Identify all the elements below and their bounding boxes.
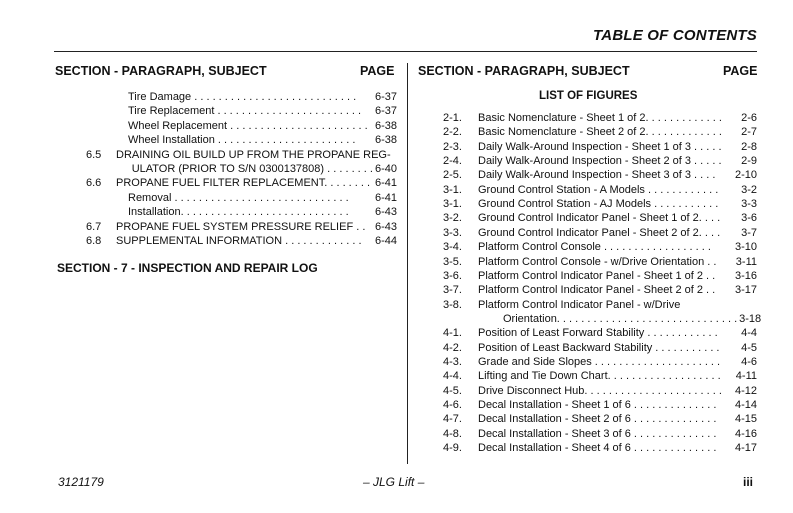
entry-number: 2-3.	[443, 140, 462, 153]
entry-title: Daily Walk-Around Inspection - Sheet 2 of 3 . . . . .	[478, 155, 722, 168]
entry-number: 3-1.	[443, 198, 462, 211]
entry-title: Ground Control Indicator Panel - Sheet 1 of 2. . . .	[478, 212, 721, 225]
entry-title: Ground Control Indicator Panel - Sheet 2 of 2. . . .	[478, 226, 721, 239]
figure-entry	[443, 183, 757, 197]
entry-title: Decal Installation - Sheet 3 of 6 . . . . . . . . . . . . . .	[478, 427, 717, 440]
entry-title: Ground Control Station - A Models . . . . . . . . . . . .	[478, 183, 719, 196]
entry-number: 4-9.	[443, 442, 462, 455]
entry-number: 3-2.	[443, 212, 462, 225]
entry-page: 4-5	[741, 341, 757, 354]
toc-entry	[86, 191, 397, 205]
entry-number: 2-5.	[443, 169, 462, 182]
entry-page: 6-37	[374, 105, 397, 118]
figure-entry	[443, 226, 757, 240]
entry-title: Ground Control Station - AJ Models . . . . . . . . . . .	[478, 198, 719, 211]
entry-title: Tire Replacement . . . . . . . . . . . . . . . . . . . . . . . .	[128, 105, 362, 118]
entry-number: 4-7.	[443, 413, 462, 426]
entry-number: 2-2.	[443, 126, 462, 139]
entry-page: 4-17	[734, 442, 757, 455]
entry-number: 4-2.	[443, 341, 462, 354]
figure-entry	[443, 326, 757, 340]
entry-page: 3-3	[741, 198, 757, 211]
entry-page: 2-9	[741, 155, 757, 168]
figure-entry	[443, 441, 757, 455]
figure-entry	[443, 154, 757, 168]
entry-number: 3-3.	[443, 226, 462, 239]
entry-page: 6-43	[374, 220, 397, 233]
entry-page: 3-6	[741, 212, 757, 225]
toc-entry	[86, 90, 397, 104]
entry-page: 3-16	[734, 269, 757, 282]
entry-number: 3-1.	[443, 183, 462, 196]
entry-page: 3-18	[739, 312, 762, 325]
entry-number: 2-1.	[443, 112, 462, 124]
figure-entry	[443, 168, 757, 182]
entry-page: 6-38	[374, 134, 397, 147]
toc-entry	[86, 205, 397, 219]
entry-page: 4-15	[734, 413, 757, 426]
entry-page: 6-38	[374, 119, 397, 132]
list-of-figures-title: LIST OF FIGURES	[539, 90, 638, 102]
figure-entry	[443, 427, 757, 441]
toc-entry	[86, 104, 397, 118]
entry-title: Platform Control Indicator Panel - Sheet 2 of 2 . .	[478, 284, 716, 297]
entry-title: Wheel Installation . . . . . . . . . . . . . . . . . . . . . . .	[128, 134, 356, 147]
entry-title: Decal Installation - Sheet 2 of 6 . . . . . . . . . . . . . .	[478, 413, 717, 426]
entry-page: 4-4	[741, 327, 757, 340]
entry-page: 6-43	[374, 206, 397, 219]
entry-page: 2-8	[741, 140, 757, 153]
entry-page: 2-10	[734, 169, 757, 182]
figure-entry	[443, 312, 762, 326]
entry-page: 4-12	[734, 384, 757, 397]
entry-number: 4-3.	[443, 355, 462, 368]
entry-number: 6.7	[86, 220, 102, 233]
entry-page: 6-41	[374, 177, 397, 190]
entry-page: 3-2	[741, 183, 757, 196]
entry-title: Tire Damage . . . . . . . . . . . . . . . . . . . . . . . . . . .	[128, 91, 357, 103]
figure-entry	[443, 384, 757, 398]
figure-entry	[443, 255, 757, 269]
entry-number: 4-5.	[443, 384, 462, 397]
entry-title: DRAINING OIL BUILD UP FROM THE PROPANE REG-	[116, 148, 391, 161]
entry-number: 3-8.	[443, 298, 462, 311]
toc-entry	[86, 133, 397, 147]
entry-number: 4-4.	[443, 370, 462, 383]
figure-entry	[443, 140, 757, 154]
toc-entry	[86, 148, 397, 162]
entry-title: PROPANE FUEL FILTER REPLACEMENT. . . . . . . .	[116, 177, 371, 190]
entry-number: 6.8	[86, 235, 102, 247]
entry-page: 3-17	[734, 284, 757, 297]
entry-title: Platform Control Indicator Panel - w/Drive	[478, 298, 681, 311]
entry-page: 4-16	[734, 427, 757, 440]
entry-title: PROPANE FUEL SYSTEM PRESSURE RELIEF . .	[116, 220, 366, 233]
entry-page: 6-44	[374, 235, 397, 247]
entry-title: Basic Nomenclature - Sheet 2 of 2. . . . . . . . . . . . .	[478, 126, 722, 139]
entry-page: 4-14	[734, 399, 757, 411]
entry-page: 2-7	[741, 126, 757, 139]
entry-number: 4-1.	[443, 327, 462, 340]
left-section-heading: SECTION - PARAGRAPH, SUBJECT	[55, 64, 267, 78]
entry-title: Installation. . . . . . . . . . . . . . . . . . . . . . . . . . . .	[128, 206, 349, 219]
entry-title: Basic Nomenclature - Sheet 1 of 2. . . . . . . . . . . . .	[478, 112, 722, 124]
entry-title: Daily Walk-Around Inspection - Sheet 1 of 3 . . . . .	[478, 140, 722, 153]
toc-entry	[86, 220, 397, 234]
entry-number: 2-4.	[443, 155, 462, 168]
entry-number: 6.6	[86, 177, 102, 190]
figure-entry	[443, 341, 757, 355]
right-page-heading: PAGE	[723, 64, 758, 78]
entry-page: 4-11	[735, 370, 757, 383]
entry-number: 3-6.	[443, 269, 462, 282]
figure-entry	[443, 283, 757, 297]
figure-entry	[443, 355, 757, 369]
entry-number: 6.5	[86, 148, 102, 161]
entry-title: Lifting and Tie Down Chart. . . . . . . . . . . . . . . . . . .	[478, 370, 721, 383]
figure-entry	[443, 211, 757, 225]
entry-title: Daily Walk-Around Inspection - Sheet 3 of 3 . . . .	[478, 169, 716, 182]
column-divider	[407, 63, 408, 464]
entry-page: 3-11	[735, 255, 757, 268]
section-7-heading: SECTION - 7 - INSPECTION AND REPAIR LOG	[57, 261, 318, 275]
entry-page: 3-10	[734, 241, 757, 254]
entry-title: Decal Installation - Sheet 4 of 6 . . . . . . . . . . . . . .	[478, 442, 717, 455]
toc-entry	[86, 119, 397, 133]
entry-page: 2-6	[741, 112, 757, 124]
entry-title: Position of Least Backward Stability . . . . . . . . . . .	[478, 341, 720, 354]
figure-entry	[443, 369, 757, 383]
entry-number: 4-6.	[443, 399, 462, 411]
figure-entry	[443, 398, 757, 412]
figure-entry	[443, 269, 757, 283]
entry-title: Wheel Replacement . . . . . . . . . . . . . . . . . . . . . . .	[128, 119, 368, 132]
figure-entry	[443, 298, 757, 312]
entry-page: 3-7	[741, 226, 757, 239]
entry-number: 4-8.	[443, 427, 462, 440]
figure-entry	[443, 197, 757, 211]
entry-title: Removal . . . . . . . . . . . . . . . . . . . . . . . . . . . . .	[128, 191, 349, 204]
entry-title: Platform Control Console - w/Drive Orientation . .	[478, 255, 717, 268]
entry-page: 4-6	[741, 355, 757, 368]
entry-page: 6-37	[374, 91, 397, 103]
entry-title: Orientation. . . . . . . . . . . . . . . . . . . . . . . . . . . . . .	[503, 312, 738, 325]
entry-number: 3-4.	[443, 241, 462, 254]
entry-page: 6-41	[374, 191, 397, 204]
footer-page-number: iii	[742, 475, 753, 489]
entry-title: Drive Disconnect Hub. . . . . . . . . . . . . . . . . . . . . . .	[478, 384, 722, 397]
toc-entry	[86, 234, 397, 248]
entry-title: Decal Installation - Sheet 1 of 6 . . . . . . . . . . . . . .	[478, 399, 717, 411]
entry-title: Platform Control Indicator Panel - Sheet 1 of 2 . .	[478, 269, 716, 282]
entry-title: ULATOR (PRIOR TO S/N 0300137808) . . . . . . . .	[131, 163, 373, 175]
figure-entry	[443, 240, 757, 254]
entry-number: 3-5.	[443, 255, 462, 268]
entry-title: Position of Least Forward Stability . . . . . . . . . . . .	[478, 327, 718, 340]
footer-center-text: – JLG Lift –	[363, 475, 425, 489]
figure-entry	[443, 125, 757, 139]
entry-title: Grade and Side Slopes . . . . . . . . . . . . . . . . . . . . .	[478, 355, 721, 368]
right-section-heading: SECTION - PARAGRAPH, SUBJECT	[418, 64, 630, 78]
footer-doc-number: 3121179	[58, 475, 104, 489]
header-rule	[54, 51, 757, 52]
figure-entry	[443, 412, 757, 426]
entry-title: SUPPLEMENTAL INFORMATION . . . . . . . . . . . . .	[116, 235, 362, 247]
entry-title: Platform Control Console . . . . . . . . . . . . . . . . . .	[478, 241, 711, 254]
figure-entry	[443, 111, 757, 125]
page-header-title: TABLE OF CONTENTS	[593, 27, 757, 44]
entry-number: 3-7.	[443, 284, 462, 297]
toc-entry	[86, 162, 397, 176]
left-page-heading: PAGE	[360, 64, 395, 78]
entry-page: 6-40	[374, 163, 397, 175]
toc-entry	[86, 176, 397, 190]
